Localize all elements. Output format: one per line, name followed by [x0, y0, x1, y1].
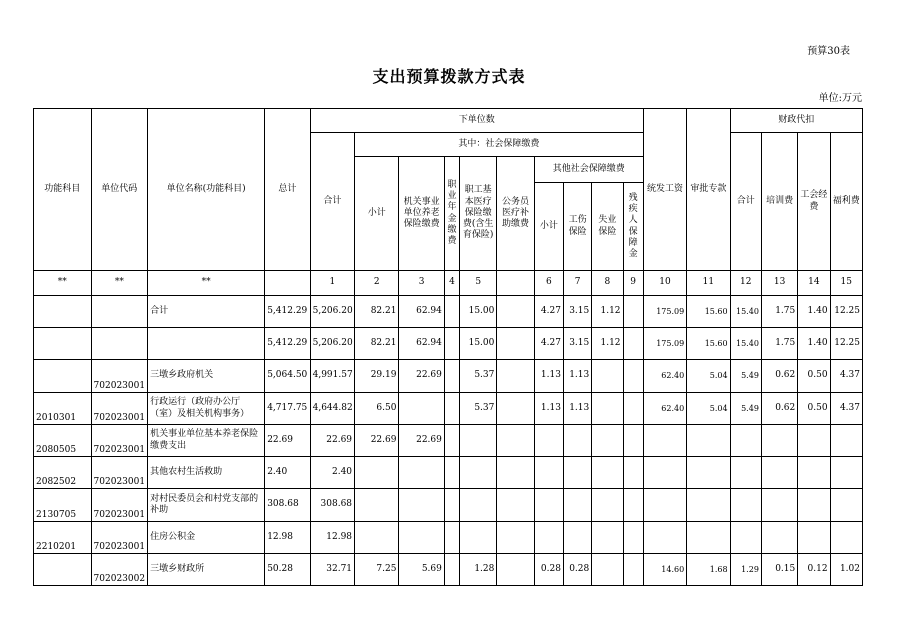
value-cell: [444, 457, 459, 489]
value-cell: [643, 522, 686, 554]
table-row: [34, 489, 863, 522]
value-cell: 6.50: [355, 393, 399, 425]
value-cell: [444, 489, 459, 522]
value-cell: [563, 425, 591, 457]
value-cell: 12.98: [310, 522, 354, 554]
value-cell: 0.62: [761, 360, 797, 393]
index-cell: 3: [399, 271, 444, 296]
value-cell: 12.25: [830, 328, 862, 360]
value-cell: [444, 522, 459, 554]
unit-name-cell: 住房公积金: [148, 522, 265, 554]
header-injury: 工伤保险: [563, 183, 591, 271]
index-cell: 10: [643, 271, 686, 296]
value-cell: [460, 457, 497, 489]
value-cell: [355, 522, 399, 554]
value-cell: [460, 489, 497, 522]
value-cell: 62.94: [399, 296, 444, 328]
unit-code-cell: 702023001: [91, 522, 148, 554]
header-medical: 职工基本医疗保险缴费(含生育保险): [460, 157, 497, 271]
value-cell: [730, 457, 761, 489]
unit-code-cell: [91, 328, 148, 360]
table-number-label: 预算30表: [807, 46, 850, 57]
value-cell: [830, 489, 862, 522]
value-cell: [444, 554, 459, 586]
unit-code-cell: 702023001: [91, 360, 148, 393]
value-cell: 62.40: [643, 393, 686, 425]
value-cell: [643, 457, 686, 489]
header-other-xiaoji: 小计: [534, 183, 563, 271]
value-cell: 22.69: [265, 425, 310, 457]
header-special: 审批专款: [687, 109, 730, 271]
header-unit-code: 单位代码: [91, 109, 148, 271]
value-cell: 5.04: [687, 393, 730, 425]
value-cell: [460, 425, 497, 457]
value-cell: [497, 360, 534, 393]
value-cell: [592, 393, 623, 425]
value-cell: 1.75: [761, 328, 797, 360]
value-cell: 175.09: [643, 328, 686, 360]
value-cell: [497, 393, 534, 425]
value-cell: 5,412.29: [265, 296, 310, 328]
value-cell: [534, 457, 563, 489]
value-cell: [623, 489, 643, 522]
func-subject-cell: [34, 360, 92, 393]
value-cell: 15.40: [730, 328, 761, 360]
value-cell: [830, 457, 862, 489]
value-cell: 0.28: [534, 554, 563, 586]
value-cell: [761, 522, 797, 554]
table-row: [34, 457, 863, 489]
index-cell: 1: [310, 271, 354, 296]
value-cell: [730, 425, 761, 457]
value-cell: 5.04: [687, 360, 730, 393]
header-unemployment: 失业保险: [592, 183, 623, 271]
value-cell: 2.40: [265, 457, 310, 489]
index-cell: 12: [730, 271, 761, 296]
header-total: 总计: [265, 109, 310, 271]
index-cell: **: [148, 271, 265, 296]
index-cell: **: [91, 271, 148, 296]
index-row: [34, 271, 863, 296]
page-title: 支出预算拨款方式表: [372, 67, 526, 86]
value-cell: 82.21: [355, 328, 399, 360]
value-cell: [563, 457, 591, 489]
func-subject-cell: 2130705: [34, 489, 92, 522]
value-cell: 1.13: [563, 393, 591, 425]
value-cell: 5.49: [730, 360, 761, 393]
table-row: [34, 360, 863, 393]
value-cell: [497, 328, 534, 360]
unit-name-cell: 机关事业单位基本养老保险缴费支出: [148, 425, 265, 457]
value-cell: [399, 393, 444, 425]
value-cell: 0.28: [563, 554, 591, 586]
table-row: [34, 425, 863, 457]
header-annuity: 职业年金缴费: [444, 157, 459, 271]
func-subject-cell: 2210201: [34, 522, 92, 554]
unit-code-cell: 702023001: [91, 393, 148, 425]
value-cell: [497, 457, 534, 489]
value-cell: [355, 457, 399, 489]
value-cell: 1.02: [830, 554, 862, 586]
header-training: 培训费: [761, 133, 797, 271]
value-cell: 1.12: [592, 328, 623, 360]
value-cell: 12.98: [265, 522, 310, 554]
value-cell: 1.12: [592, 296, 623, 328]
value-cell: [534, 425, 563, 457]
value-cell: [643, 425, 686, 457]
header-lower-unit-pay: 下单位数: [310, 109, 643, 133]
value-cell: [798, 489, 830, 522]
value-cell: [592, 360, 623, 393]
table-row: [34, 554, 863, 586]
header-heji: 合计: [310, 133, 354, 271]
value-cell: [761, 425, 797, 457]
func-subject-cell: 2010301: [34, 393, 92, 425]
value-cell: 4,644.82: [310, 393, 354, 425]
index-cell: 4: [444, 271, 459, 296]
index-cell: [497, 271, 534, 296]
value-cell: 22.69: [399, 425, 444, 457]
index-cell: 15: [830, 271, 862, 296]
value-cell: 3.15: [563, 296, 591, 328]
unit-name-cell: 三墩乡政府机关: [148, 360, 265, 393]
value-cell: [623, 425, 643, 457]
value-cell: [497, 554, 534, 586]
value-cell: 15.00: [460, 328, 497, 360]
value-cell: 4.37: [830, 360, 862, 393]
unit-name-cell: 合计: [148, 296, 265, 328]
value-cell: [399, 489, 444, 522]
value-cell: [497, 425, 534, 457]
value-cell: 5,412.29: [265, 328, 310, 360]
value-cell: [497, 522, 534, 554]
value-cell: [687, 522, 730, 554]
value-cell: [534, 489, 563, 522]
value-cell: 3.15: [563, 328, 591, 360]
value-cell: [623, 393, 643, 425]
value-cell: [592, 489, 623, 522]
value-cell: [497, 489, 534, 522]
value-cell: [761, 457, 797, 489]
header-social-security: 其中：社会保障缴费: [355, 133, 644, 157]
value-cell: 5,206.20: [310, 296, 354, 328]
header-fin-heji: 合计: [730, 133, 761, 271]
header-func-subject: 功能科目: [34, 109, 92, 271]
index-cell: 9: [623, 271, 643, 296]
value-cell: [623, 328, 643, 360]
index-cell: 5: [460, 271, 497, 296]
budget-table: [33, 108, 863, 586]
value-cell: 5.37: [460, 393, 497, 425]
header-other-social: 其他社会保障缴费: [534, 157, 643, 183]
value-cell: 15.40: [730, 296, 761, 328]
value-cell: 0.15: [761, 554, 797, 586]
value-cell: [730, 489, 761, 522]
value-cell: [798, 425, 830, 457]
value-cell: 22.69: [310, 425, 354, 457]
value-cell: 15.60: [687, 328, 730, 360]
value-cell: [643, 489, 686, 522]
value-cell: 14.60: [643, 554, 686, 586]
value-cell: [687, 457, 730, 489]
value-cell: 50.28: [265, 554, 310, 586]
value-cell: 1.75: [761, 296, 797, 328]
value-cell: 1.13: [534, 360, 563, 393]
value-cell: 62.94: [399, 328, 444, 360]
value-cell: 62.40: [643, 360, 686, 393]
func-subject-cell: 2082502: [34, 457, 92, 489]
header-disabled: 残疾人保障金: [623, 183, 643, 271]
value-cell: 4.37: [830, 393, 862, 425]
value-cell: [534, 522, 563, 554]
value-cell: 29.19: [355, 360, 399, 393]
func-subject-cell: [34, 296, 92, 328]
value-cell: 4.27: [534, 296, 563, 328]
value-cell: 308.68: [310, 489, 354, 522]
index-cell: 7: [563, 271, 591, 296]
value-cell: [444, 328, 459, 360]
unit-code-cell: 702023001: [91, 457, 148, 489]
unit-name-cell: 行政运行（政府办公厅（室）及相关机构事务）: [148, 393, 265, 425]
header-finance-agency: 财政代扣: [730, 109, 862, 133]
value-cell: [623, 360, 643, 393]
value-cell: [399, 457, 444, 489]
unit-name-cell: 其他农村生活救助: [148, 457, 265, 489]
index-cell: 11: [687, 271, 730, 296]
value-cell: [623, 522, 643, 554]
value-cell: 5.37: [460, 360, 497, 393]
value-cell: 4.27: [534, 328, 563, 360]
value-cell: [687, 425, 730, 457]
index-cell: [265, 271, 310, 296]
index-cell: **: [34, 271, 92, 296]
index-cell: 14: [798, 271, 830, 296]
func-subject-cell: 2080505: [34, 425, 92, 457]
value-cell: [355, 489, 399, 522]
value-cell: 1.68: [687, 554, 730, 586]
value-cell: 82.21: [355, 296, 399, 328]
value-cell: [592, 554, 623, 586]
value-cell: [444, 393, 459, 425]
header-union: 工会经费: [798, 133, 830, 271]
table-row: [34, 296, 863, 328]
unit-name-cell: 对村民委员会和村党支部的补助: [148, 489, 265, 522]
unit-code-cell: [91, 296, 148, 328]
value-cell: [592, 522, 623, 554]
value-cell: [399, 522, 444, 554]
value-cell: 1.29: [730, 554, 761, 586]
value-cell: [623, 554, 643, 586]
header-unit-name: 单位名称(功能科目): [148, 109, 265, 271]
value-cell: 0.50: [798, 360, 830, 393]
table-row: [34, 393, 863, 425]
table-row: [34, 522, 863, 554]
value-cell: 0.62: [761, 393, 797, 425]
value-cell: 7.25: [355, 554, 399, 586]
unit-name-cell: 三墩乡财政所: [148, 554, 265, 586]
header-civil-medical: 公务员医疗补助缴费: [497, 157, 534, 271]
header-wages: 统发工资: [643, 109, 686, 271]
value-cell: 22.69: [399, 360, 444, 393]
unit-code-cell: 702023001: [91, 489, 148, 522]
index-cell: 6: [534, 271, 563, 296]
value-cell: [460, 522, 497, 554]
unit-name-cell: [148, 328, 265, 360]
value-cell: [798, 457, 830, 489]
value-cell: [592, 425, 623, 457]
value-cell: 22.69: [355, 425, 399, 457]
value-cell: 175.09: [643, 296, 686, 328]
value-cell: 5.69: [399, 554, 444, 586]
value-cell: 0.12: [798, 554, 830, 586]
value-cell: [798, 522, 830, 554]
value-cell: [623, 457, 643, 489]
value-cell: 1.40: [798, 296, 830, 328]
value-cell: 1.13: [534, 393, 563, 425]
value-cell: 4,991.57: [310, 360, 354, 393]
func-subject-cell: [34, 328, 92, 360]
index-cell: 8: [592, 271, 623, 296]
value-cell: 5,064.50: [265, 360, 310, 393]
value-cell: 1.40: [798, 328, 830, 360]
value-cell: 15.60: [687, 296, 730, 328]
value-cell: 0.50: [798, 393, 830, 425]
func-subject-cell: [34, 554, 92, 586]
table-row: [34, 328, 863, 360]
unit-code-cell: 702023001: [91, 425, 148, 457]
value-cell: [730, 522, 761, 554]
value-cell: [444, 296, 459, 328]
value-cell: [444, 360, 459, 393]
unit-label: 单位:万元: [818, 93, 862, 104]
value-cell: 12.25: [830, 296, 862, 328]
value-cell: [687, 489, 730, 522]
value-cell: 5.49: [730, 393, 761, 425]
header-welfare: 福利费: [830, 133, 862, 271]
unit-code-cell: 702023002: [91, 554, 148, 586]
value-cell: 1.13: [563, 360, 591, 393]
value-cell: [623, 296, 643, 328]
value-cell: [761, 489, 797, 522]
value-cell: 4,717.75: [265, 393, 310, 425]
value-cell: [830, 425, 862, 457]
value-cell: 5,206.20: [310, 328, 354, 360]
value-cell: [830, 522, 862, 554]
value-cell: 32.71: [310, 554, 354, 586]
value-cell: [563, 522, 591, 554]
value-cell: [592, 457, 623, 489]
index-cell: 2: [355, 271, 399, 296]
value-cell: 2.40: [310, 457, 354, 489]
header-xiaoji: 小计: [355, 157, 399, 271]
value-cell: [563, 489, 591, 522]
header-pension: 机关事业单位养老保险缴费: [399, 157, 444, 271]
value-cell: [497, 296, 534, 328]
value-cell: 15.00: [460, 296, 497, 328]
index-cell: 13: [761, 271, 797, 296]
value-cell: 1.28: [460, 554, 497, 586]
value-cell: [444, 425, 459, 457]
value-cell: 308.68: [265, 489, 310, 522]
